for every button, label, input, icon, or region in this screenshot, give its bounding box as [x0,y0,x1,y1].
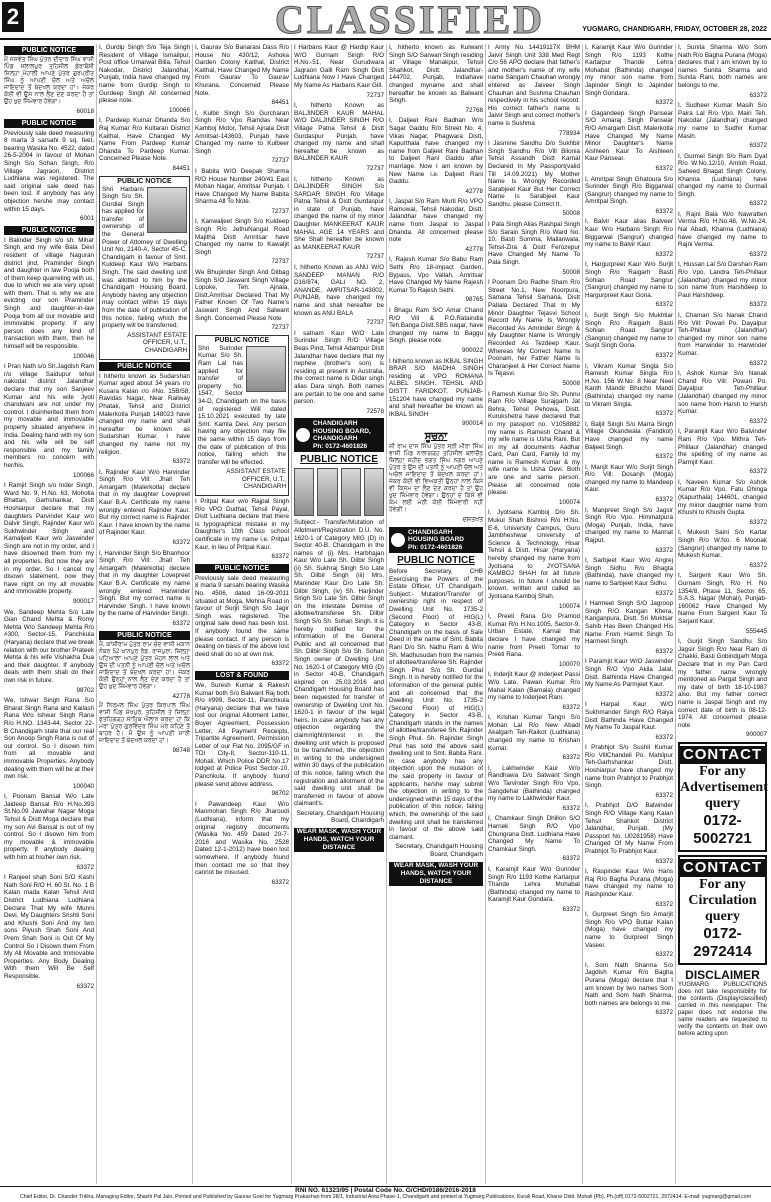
classified-ad-text: I Pritpal Kaur w/o Rajpal Singh R/o VPO Dudhal, Tehsil Payal, Distt Ludhiana declare that there is typographical mistake in my Daughter's 10th Class school certificate in my name i.e. Pritpal Kaur, in lieu of Pritpal Kaur. [195,498,289,551]
ad-number: 72578 [366,407,384,415]
ad-number: 900007 [745,731,767,739]
ad-number: 63372 [271,553,289,561]
classified-ad-text: I Harbans Kaur @ Hardip Kaur W/O Gurnam Singh R/O H.No.-51, Near Gurudwara Jagraon Galli Ram Singh Distt Ludhiana Now I Have Changed My Name As Harbans Kaur Gill. [294,44,384,89]
imprint-line: Chief Editor, Dr. Chander Trikha, Managing Editor, Shashi Pal Jain, Printed and Published by Gaurav Goel for Yugmarg Prakashan from 28/1, Industrial Area Phase-1, Chandigarh and printed at Yugmarg Publications, Kurali Road, Kharar Distt. Mohali (Pb). Ph.(off) 0172-5002721, 2972414. E-mail: yugmarg@gmail.com [19,1194,752,1200]
housing-board-logo [391,533,405,547]
ad-number: 63372 [562,703,580,711]
classified-ad-text: We, Sandeep Mehta S/o Late Gian Chand Mehta & Romy Mehta W/o Sandeep Mehta R/o #300, Sector-15, Panchkula (Haryana) declare that we break relation with our brother Prateek Mehta & his wife Vishakha Dua and their daughter. If anybody deals with them shall do their own risk in future. [4,608,94,684]
promo-phone: 0172-2972414 [693,924,752,960]
ad-number: 98702 [271,790,289,798]
classified-ad-text: I Ramesh Kumar S/o Sh. Punnu Ram R/o Village Surajgarh Jat Behra, Tehsil Pehowa, Distt. Kurukshetra have declared that in my passport no. V1058882 my name is Ramesh Chand & my wife name is Usha Rani. But in my all documents Aadhar Card, Pan Card, Family Id my name is Ramesh Kumar & my wife name is Usha Devi. Both are one and same person. Please all concerned note please. [488,390,580,497]
ad-number: 63372 [562,905,580,913]
classified-ad-text: I, Baljit Singh S/o Marra Singh Village Okandwala (Faridkot) Have changed my name Baljeet Singh. [585,420,673,451]
ad-number: 100074 [558,498,580,506]
punjabi-notice-text: ਮੈਂ ਨਿਰਮਲ ਸਿੰਘ ਪੁੱਤਰ ਕਿਰਪਾਲ ਸਿੰਘ ਵਾਸੀ ਪਿੰਡ ਸ਼ੇਖਪੁਰ, ਤਹਿਸੀਲ ਤੇ ਜ਼ਿਲ੍ਹਾ ਫਤਹਿਗੜ੍ਹ ਸਾਹਿਬ ਐਲਾਨ ਕਰਦਾ ਹਾਂ ਕਿ ਮੇਰਾ ਪੁੱਤਰ ਗੁਰਵਿੰਦਰ ਸਿੰਘ ਮੇਰੇ ਕਹਿਣੇ ਤੋਂ ਬਾਹਰ ਹੈ। ਮੈਂ ਉਸ ਨੂੰ ਆਪਣੀ ਸਾਰੀ ਜਾਇਦਾਦ ਤੋਂ ਬੇਦਖਲ ਕਰਦਾ ਹਾਂ। [99,703,190,745]
ad-number: 72737 [366,319,384,327]
notice-title: PUBLIC NOTICE [117,177,172,185]
ad-number: 98765 [465,296,483,304]
ad-number: 42778 [465,245,483,253]
section-title: CLASSIFIED [274,0,546,42]
claimant-photo [317,468,337,516]
column-8 [676,44,769,1184]
notice-body: Shri Surinder Kumar S/o Sh. Ram Lal has applied for transfer of property No. 1547, Sector 34-D, Chandigarh on the basis of registered Will dated 15.10.2021 executed by late Smt. Kamla Devi. Any person having any objection may file the same within 15 days from the date of publication of this notice, failing which the transfer will be effected. [198,344,286,466]
classified-ad-text: I Pran Nath s/o Sh.Jagdish Ram r/o village Saidupur tehsil nakodar district Jalandhar declare that my son Sanjeev Kumar and his wife Jyoti chandwani are not under my control. I disinherited them from my movable and immovable property situated anywhere in India. Dealing hand with my son and his wife will be self responsible and my family members no concern with her/his. [4,363,94,469]
dateline: YUGMARG, CHANDIGARH, FRIDAY, OCTOBER 28, 2022 [582,26,767,33]
ad-number: 63372 [655,99,673,107]
classified-ad-text: I, hitherto known as Kulwant Singh S/O Sarwan Singh residing at Village Manakpur, Tehsil Shahkot, Distt. Jalandhar-144702, Punjab, Indiahave changed myname and shall hereafter be known as Balwant Singh. [389,44,483,105]
classified-ad-text: I Harmeet Singh S/O Jagroop Singh R/O Kangan Khera, Kanganpura, Distt. Sri Muktsar Sahib Has Been Changed His Name From Harmit Singh To Harmeet Singh. [585,600,673,646]
notice-header: PUBLIC NOTICE [99,362,190,371]
notice-header: PUBLIC NOTICE [195,564,289,573]
ad-number: 100066 [72,471,94,479]
notice-big-title: PUBLIC NOTICE [397,555,475,566]
ad-number: ਦਸਤਖਤ [462,515,483,523]
housing-board-name: CHANDIGARH HOUSING BOARD [408,528,464,543]
ad-number: 63372 [749,468,767,476]
classified-ad-text: I, Sarbjeet Kaur W/o Angrej Singh Sidhu R/o Bhagta (Bathinda), have changed my name to Sarbjeet Kaur Sidhu. [585,557,673,587]
ad-number: Secretary, Chandigarh Housing Board, Chandigarh [296,809,384,825]
classified-ad-text: Subject:- Transfer/Mutation of Allotment/Registration D.U. No. 1620-1 of Category MIG (D) in Sector 40-B, Chandigarh in the names of (i) Mrs. Harbhajan Kaur W/o Late Sh. Dilbir Singh (ii) Sh. Sukhraj Singh S/o Late Sh. Dilbir Singh (iii) Mrs. Maninder Kaur D/o Late Sh. Dilbir Singh, (iv) Sh. Harjinder Singh S/o Late Sh. Dilbir Singh on the intestate Demise of allottee/transferee Sh. Dilbir Singh S/o Sh. Sohan Singh. It is hereby notified for the information of the General Public and all concerned that Sh. Dilbir Singh S/o Sh. Sohan Singh owner of Dwelling Unit No. 1620-1 of Category MIG (D) in Sector 40-B, Chandigarh expired on 25.03.2016 and Chandigarh Housing Board has been requested for transfer of ownership of Dwelling Unit No. 1620-1 in favour of the legal heirs. In case anybody has any objection regarding the claim/right/interest in the dwelling unit which is proposed to be transferred, the objection in writing to the undersigned within 30 days of the publication of this notice, failing which the registration and allotment of the said dwelling unit shall be transferred in favour of above claimant's. [294,519,384,808]
classified-ad-text: I Pala Singh Alias Rashpal Singh S/o Sarain Singh R/o Ward No. 10, Basti Summa, Mallanwala, Tehsil-Zira & Distt Ferozepur Have Changed My Name To Pala Singh. [488,221,580,267]
ad-number: 72737 [366,164,384,172]
ad-number: 63372 [749,417,767,425]
ad-number: 6001 [79,215,94,223]
classified-ad-text: I, Manpreet Singh S/o Jagsir Singh R/o Vpo. Himmatpura (Moga) Punjab, India, have changed my name to Mannat Rajput. [585,506,673,545]
ad-number: 900017 [72,598,94,606]
classified-ad-text: I, Ashok Kumar S/o Nanak Chand R/o Vill: Powari Po. Dayalpur Teh-Phillaur (Jalandhar) changed my minor son name from Harsh to Harsh Kumar. [678,370,767,416]
classified-ad-text: I Balinder Singh s/o sh. Mihar Singh and my wife Bala Devi resident of village Naguran district jind. Praminder Singh and daughter in law Pooja both of them keep quarreling with us, due to which we are very upset with them. That is why we are evicting our son Praminder Singh and daughter-in-law Pooja from all our movable and immovable property. If any person does any kind of transaction with them, then he himself will be responsible. [4,236,94,351]
notice-title: PUBLIC NOTICE [214,336,270,344]
classified-ad-text: I Poonam D/o Radhe Sham R/o Street No.1, New Noorpura, Samana Tehsil Samana, Distt Patiala Declared That In My Minor Daughter Tejasvi School Record My Name Is Wrongly Recorded As Amrinder Singh & My Daughter Name Is Wrongly Recorded As Tezdeep Kaur. Whereas My Correct Name Is Poonam, her Father Name Is Charanjeet & Her Correct Name Is Tejasvi. [488,279,580,378]
housing-board-banner [389,527,483,554]
ad-number: 100040 [72,782,94,790]
column-4 [292,44,387,1184]
ad-number: 84451 [172,164,190,172]
housing-board-phone: Ph: 0172-4601826 [408,543,463,551]
classified-ad-text: I, Mukesh Saini S/o Kartar Singh R/o W.No. 6 Moonak (Sangrur) changed my name to Mukesh Kumar. [678,529,767,560]
notice-signatory: ASSISTANT ESTATE OFFICER, U.T., CHANDIGARH [127,331,187,354]
column-2 [97,44,193,1184]
classified-ad-text: I, Rajni Bala W/o Nawratten Verma R/o H.No.48, W.No.24, Nai Abadi, Khanna (Ludhiana) have changed my name to Rajni Verma. [678,210,767,249]
contact-promo-box [678,742,767,852]
promo-line-2: Circulation query [688,892,757,924]
ad-number: 555445 [745,627,767,635]
punjabi-notice-text: ਸੀ ਰਾਮ ਦਾਸ ਸਿੰਘ ਪੁੱਤਰ ਸ੍ਰੀ ਮੀਰਾ ਸਿੰਘ ਵਾਸੀ ਪਿੰਡ ਨਾਲਾਗੜ੍ਹ ਤਹਿਸੀਲ ਬਲਾਚੌਰ ਜ਼ਿਲ੍ਹਾ ਸ਼ਹੀਦ ਭਗਤ ਸਿੰਘ ਨਗਰ ਆਪਣੇ ਪੁੱਤਰ ਤੇ ਉਸ ਦੀ ਪਤਨੀ ਨੂੰ ਆਪਣੀ ਚੱਲ ਅਤੇ ਅਚੱਲ ਜਾਇਦਾਦ ਤੋਂ ਬੇਦਖਲ ਕਰਦਾ ਹਾਂ। ਜੇਕਰ ਕੋਈ ਵੀ ਵਿਅਕਤੀ ਉਨ੍ਹਾਂ ਨਾਲ ਕਿਸੇ ਵੀ ਕਿਸਮ ਦਾ ਲੈਣ ਦੇਣ ਕਰਦਾ ਹੈ ਤਾਂ ਉਹ ਖੁਦ ਜ਼ਿੰਮੇਵਾਰ ਹੋਵੇਗਾ। ਉਨ੍ਹਾਂ ਦੇ ਕਿਸੇ ਵੀ ਕੰਮ ਲਈ ਮੇਰੀ ਕੋਈ ਜ਼ਿੰਮੇਵਾਰੀ ਨਹੀਂ ਹੋਵੇਗੀ। [389,443,483,513]
classified-ad-text: I Prabhjot S/o Sushil Kumar R/o VillChandeli Po. Mahilpur Teh-Garhshankar Distt. Hoshiarpur have changed my name from Prabhjot to Prabhjot Singh. [585,744,673,790]
classified-ad-text: I, Lakhwinder Kaur W/o Randhawa D/o Satwant Singh W/o Tarvinder Singh R/o Vpo, Sangdehar (Bathinda) changed my name to Lakhwinder Kaur. [488,764,580,803]
classified-ad-text: I, Hargurpreet Kaur W/o Surjit Singh R/o Raigarh Basti Sohian Road Sangrur (Sangrur) changed my name to Hargurpreet Kaur Goria. [585,261,673,299]
ad-number: 63372 [655,647,673,655]
classified-ad-text: I, Pardeep Kumar Dhanda S/o Raj Kumar R/o Kultaran District Kaithal, Have Changed My Name From Pardeep Kumar Dhanda To Pardeep Kumar. Concerned Please Note. [99,117,190,163]
promo-line-1: For any [699,876,746,892]
classified-ad-text: I Bhagu Ram S/O Amar Chand R/O Vill & P.O.Rataindia Teh.Banga Distt.SBS nagar, have changed my name to Baggu Singh. please note. [389,307,483,345]
housing-board-text [313,420,382,450]
ad-number: 42778 [172,692,190,700]
classified-ad-text: I Army No 14419117X BHM Jaivir Singh Unit 338 Med Regt C/o 56 APO declare that father's and mother's name of my wife name Sangam Chauhan wrongly entered as Jaiveer Singh Chauhan and Sushma Chauhan respectively in his school record. His correct father's name is Jaivir Singh and correct mother's name is Sushma [488,44,580,127]
notice-header: PUBLIC NOTICE [99,631,190,640]
ad-number: 63372 [749,250,767,258]
classified-ad-text: We, Suresh Kumar & Rakesh Kumar both S/o Balwant Raj both R/o #999, Sector-11, Panchkula (Haryana) declare that we have lost our original Allotment Letter, Buyer Agreement, Possession Letter, All Payment Receipts, Tripartite Agreement, Permission Letter of our Flat No. 2095/GF in TDI City-II, Sector-110-11, Mohali. Which Police DDR No.17 lodged at Police Post Sector-10, Panchkula. If anybody found please send above address. [195,681,289,788]
classified-ad-text: I, Raspinder Kaur W/o Hans Raj R/o Bagha Purana (Moga) have changed my name to Rashpinder Kaur. [585,868,673,898]
ad-number: 63372 [172,458,190,466]
classified-ad-text: I, Amritpal Singh Ghatoura S/o Surinder Singh R/o Biggarwal (Sangrur) changed my name to Amritpal Singh. [585,175,673,206]
ad-number: 72737 [271,157,289,165]
classified-ad-text: I Pawandeep Kaur W/o Manmohan Singh R/o Jharoudi (Ludhiana), inform that my original registry documents (Wasika No. 459 Dated 20-7-2016 and Wasika No. 2528 Dated 12-1-2012) have been lost somewhere. If anybody found then contact me so that they cannot be misused. [195,800,289,877]
classified-ad-text: I, Gurdip Singh S/o Teja Singh Resident of Village Ismailpur, Post office Umarwal Billa, Tehsil Nakodar, District Jalandhar, Punjab, India have changed my name from Gurdip Singh to Gurdeep Singh All concerned please note. [99,44,190,105]
ad-number: 63372 [655,496,673,504]
claimant-photo [364,468,384,516]
ad-number: 63372 [271,660,289,668]
ad-number: Secretary, Chandigarh Housing Board, Chandigarh [395,843,483,858]
classified-ad-text: I Ramjit Singh s/o Inder Singh, Ward No. 9, H.No. 63, Moholla Bhattan, Garhshankar, Distt Hoshiarpur declare that my daughters Parvinder Kaur w/o Dalvir Singh, Rajinder Kaur w/o Sukhwinder Singh and Kamaljeet Kaur w/o Jaswinder Singh are not in my order, and I have disowned them from my all properties. But now they are in my order. So I cancel my disown statement, now they have right on my all movable and immovable property. [4,482,94,596]
ad-number: 63372 [655,250,673,258]
applicant-photo [246,346,286,392]
punjabi-notice-text: ਮੈਂ, ਕਾਂਸ਼ੀਰਾਮ ਪੁੱਤਰ ਰਾਮ ਚੰਦ ਵਾਸੀ ਮਕਾਨ ਨੰਬਰ 52 ਖ਼ਾਨਪੁਰ ਰੋਡ, ਰਾਜਪੁਰਾ, ਜ਼ਿਲ੍ਹਾ ਪਟਿਆਲਾ ਆਪਣੇ ਪੁੱਤਰ ਮੋਹਨ ਲਾਲ ਅਤੇ ਉਸ ਦੀ ਪਤਨੀ ਨੂੰ ਆਪਣੀ ਚੱਲ ਅਤੇ ਅਚੱਲ ਜਾਇਦਾਦ ਤੋਂ ਬੇਦਖਲ ਕਰਦਾ ਹਾਂ। ਜੇਕਰ ਕੋਈ ਉਨ੍ਹਾਂ ਨਾਲ ਲੈਣ ਦੇਣ ਕਰਦਾ ਹੈ ਤਾਂ ਉਹ ਖ਼ੁਦ ਜ਼ਿੰਮੇਵਾਰ ਹੋਵੇਗਾ। [99,641,190,690]
ad-number: 60018 [76,108,94,115]
classified-ad-text: I, Gaurav S/o Banarasi Dass R/o House No 430/12, Ashoka Garden Colony Kaithal, District Kaithal, Have Changed My Name From Gaurav To Gaurav Khurana. Concerned Please Note. [195,44,289,97]
classified-ad-text: I Jasmine Sandhu D/o Sukhbir Singh Sandhu R/o Vill Bilonia Tehsil Assandh Distt Karnal Declared In My Passport(valid Till 14.09.2021) My Mother Name Is Wrongly Recorded Sarabjeet Kaur But Her Correct Name Is Sarabjeet Kaur Sandhu. please Correct It. [488,140,580,208]
ad-number: 63372 [655,857,673,865]
classified-ad-text: I, Sunita Sharma W/o Som Nath R/o Bagha Purana (Moga) declares that I am known by to names Sunita Sharma and Sunita Rani, both names are belongs to me. [678,44,767,89]
claimant-photos [294,468,384,516]
public-notice-box [195,335,289,496]
classified-ad-text: I, hitherto Known as ANU W/O SANDEEP MANAN R/O D16/874, GALI NO. 2, ANANDE, AMRITSAR-143002, PUNJAB, have changed my name and shall hereafter be known as ANU BALA [294,264,384,317]
classified-ad-text: I, Jyotsana Kamboj D/o Sh. Mukul Shah Bishnoi R/o H.No. E-6, University Campus, Guru Jambheshwar University of Science & Technology, Hisar Tehsil & Distt. Hisar (Haryana) hereby changed my name from Jyotsana to JYOTSANA KAMBOJ SHAH for all future purposes. In future I should be known, written and called as Jyotsana Kamboj Shah. [488,509,580,600]
classified-ad-text: I, Kulbir Singh S/o Gurcharan Singh R/o Vpo Ramdas Near Kamboj Motor, Tehsil Ajnala Distt Amritsar-143603, Punjab have Changed my name to Kulbeer Singh [195,109,289,155]
classified-ad-text: I, Naveen Kumar S/o Ashok Kumar R/o Vpo. Fatu Dhinga (Kapurthala) 144601, changed my minor daughter name from Khushi to Khushi Gupta. [678,478,767,517]
classified-ad-text: I hitherto known as Sudarshan Kumar aged about 34 years r/o Kusara Kalan r/o #No. 15B/58, Ravidas Nagar, Near Railway Phatak, Tehsil and District Malerkotla Punjab 148023 have changed my name and shall hereafter be known as Sudarshan Kumar. I have changed my name not my religion. [99,372,190,456]
classified-ad-text: I, Preeti Rana D/o Pramod Kumar R/o H.No.1005, Sector-9, Urban Estate, Karnal that declare I have changed my name from Preeti Tomar to Preeti Rana. [488,613,580,659]
promo-line-2: Advertisement query [680,779,768,811]
masthead [0,0,771,40]
classified-ad-text: I, Krishan Kumar Tangri S/o Mohan Lal R/o New Abadi Akalgarh Teh-Raikot (Ludhiana) changed my name to Krishan Kumar. [488,714,580,752]
ad-number: 63372 [655,453,673,461]
ad-number: 63372 [749,200,767,208]
ad-number: 100066 [168,106,190,114]
classified-ad-text: Previously sale deed measuring 8 marla 3 sarsahi 9 sq. feet, bearing Wasika No. 4522, dated 26-5-2004 in favour of Mohan Singh S/o Sohan Singh, R/o Village Jagraon, District Ludhiana was registered. The said original sale deed has been lost. If anybody has any objection he/she may contact within 15 days. [4,129,94,213]
ad-number: 63372 [655,301,673,309]
classified-ad-text: I, Chaman S/o Nanak Chand R/o Vill: Powari Po. Dayalpur Teh-Phillaur (Jalandhar) changed my minor son name from Harwinder to Harwinder Kumar. [678,312,767,357]
ad-number: 63372 [749,561,767,569]
ad-number: 63372 [655,733,673,741]
notice-body: Shri Harbans Singh S/o Sh. Gurdial Singh has applied for transfer of ownership of the General Power of Attorney of Dwelling Unit No. 2140-A, Sector 45-C, Chandigarh in favour of Smt. Kuldeep Kaur W/o Harbans Singh. The said dwelling unit was allotted to him by the Chandigarh Housing Board. Anybody having any objection may contact within 15 days from the date of publication of this notice, failing which the property will be transferred. [102,185,187,330]
ad-number: 50008 [562,210,580,218]
ad-number: 63372 [655,791,673,799]
classified-ad-text: I, Som Nath Sharma S/o Jagdish Kumar R/o Bagha Purana (Moga) declare that I am known by two names Som Nath and Som Nath Sharma, both names are belongs to me. [585,961,673,1007]
ad-number: 63372 [655,690,673,698]
classified-ad-text: I, Daljeet Rani Badhan W/o Sagar Gaddu R/o Street No. 4, Vikas Nagar, Phagwara Distt, Kapurthala have changed my name from Daljeet Rani Badhan to Daljeet Rani Gaddu after marriage. Now I am known by New Name i.e. Daljeet Rani Gaddu. [389,117,483,186]
ad-number: 72737 [271,258,289,266]
applicant-photo [147,187,187,233]
ad-number: 63372 [172,539,190,547]
housing-board-logo [296,428,310,442]
ad-number: 63372 [749,359,767,367]
ad-number: 900014 [461,420,483,428]
classified-ad-text: I, Sudheer Kumar Masih S/o Paira Lal R/o Vpo. Mairi Teh. Nakodar (Jalandhar) changed my name to Sudhir Kumar Masih. [678,102,767,140]
ad-number: 72737 [271,324,289,332]
classified-ad-text: I, Balvir Kaur alias Balveer Kaur W/o Harbans Singh R/o Biggarwal (Sangrur) changed my name to Balvir Kaur. [585,218,673,249]
notice-big-title: PUBLIC NOTICE [300,454,378,466]
notice-signatory: ASSISTANT ESTATE OFFICER, U.T., CHANDIGARH [226,468,286,491]
housing-board-phone: Ph: 0172-4601826 [313,442,368,450]
classified-ad-text: I, Gurjit Singh Sandhu S/o Jagsir Singh R/o Near Ram di Chakki, Basti Gobindgarh Moga Declare that in my Pan Card my father name wrongly mentioned as Pargat Singh and my date of birth 18-10-1987 also. But my father correct name is Jaspal Singh and my correct date of birth is 08-12-1974. All concerned please note [678,638,767,729]
ad-number: 63372 [76,863,94,871]
classified-ad-text: I satnam Kaur W/O Late Surinder Singh R/O Village Beas Pind, Tehsil Adampur Distt Jalandhar have declare that my nephew (brother's son) is residing at present in Australia, the correct name is Didar singh alias Dara singh. Both names are pertain to be one and same person. [294,329,384,406]
classified-ad-text: I, hitherto Known as DALJINDER SINGH S/o SARDAR SINGH R/o Village Patna Tehsil & Distt Gurdaspur in state of Punjab, have changed the name of my minor Daughter MANKEERAT KAUR MAHAL AGE 14 YEARS and She Shall hereafter be known as MANKEERAT KAUR [294,175,384,251]
column-5 [387,44,486,1184]
classified-ad-text: I, Rajesh Kumar S/o Babu Ram Sethi R/o 18-impact Garden, Bypass, Vpo Vallah, Amritsar Have Changed My Name Rajesh Kumar To Rajesh Sethi. [389,256,483,294]
classified-ad-text: I hitherto known as IKBAL SINGH BRAR S/O MADHA SINGH residing at VPO ROMANA ALBEL SINGH, TEHSIL AND DISTT FARIDKOT, PUNJAB-151204 have changed my name and shall hereafter be known as IKBAL SINGH [389,357,483,418]
ad-number: 98748 [172,747,190,755]
ad-number: 72737 [366,253,384,261]
punjabi-notice-text: ਮੈਂ ਜਸਵੰਤ ਸਿੰਘ ਪੁੱਤਰ ਦੀਦਾਰ ਸਿੰਘ ਵਾਸੀ ਪਿੰਡ ਜਲਾਲਪੁਰ ਤਹਿਸੀਲ ਡੇਰਾਬੱਸੀ ਜ਼ਿਲ੍ਹਾ ਮੋਹਾਲੀ ਆਪਣੇ ਪੁੱਤਰ ਗੁਰਪ੍ਰੀਤ ਸਿੰਘ ਨੂੰ ਆਪਣੀ ਚੱਲ ਅਤੇ ਅਚੱਲ ਜਾਇਦਾਦ ਤੋਂ ਬੇਦਖਲ ਕਰਦਾ ਹਾਂ। ਜੇਕਰ ਕੋਈ ਵੀ ਉਸ ਨਾਲ ਲੈਣ ਦੇਣ ਕਰਦਾ ਹੈ ਤਾਂ ਉਹ ਖੁਦ ਜਿੰਮੇਵਾਰ ਹੋਵੇਗਾ। [4,57,94,105]
ad-number: 42778 [465,187,483,195]
ad-number: 63372 [749,518,767,526]
ad-number: 72768 [465,106,483,114]
classified-ad-text: I, Prabhjot D/O Balwinder Singh R/O Village Kang Kalan Tehsil Shahkot District Jalandhar, Punjab. (My Passport No. U0281958) Have Changed Of My Name From Prabhjot To Prabhjot Kaur. [585,802,673,855]
ad-number: 63372 [655,589,673,597]
rni-number: RNI NO. 61323/95 | Postal Code No. G/CHD/0186/2016-2018 [295,1187,476,1194]
column-7 [583,44,676,1184]
public-notice-box [99,176,190,360]
classified-ad-text: I, Rajinder Kaur W/o Harvinder Singh R/o Vill: Jhall Teh Amargarh (Malerkotla) declare that in my daughter Lovepreet Kaur B.A. Certificate my name wrongly entered Rajinder Kaur. But my correct name is Rajinder Kaur. I have known by the name of Rajinder Kaur. [99,468,190,537]
classified-ad-text: I, Gurmel Singh S/o Ram Dyal R/o W.No.12/10, Amloh Road, Saheed Bhagat Singh Colony, Khanna (Ludhiana) have changed my name to Gurmail Singh. [678,152,767,198]
promo-phone: 0172-5002721 [693,811,752,847]
ad-number: 63372 [562,754,580,762]
classified-ad-text: We Bhupinder Singh And Dilbag Singh S/O Jaswant Singh Village Lopoke, Teh. Ajnala, Distt.Amritsar Declared That My Father Known Of Two Name's Jaswant Singh And Salwant Singh. Concerned Please Note [195,269,289,322]
disclaimer-title: DISCLAIMER [685,967,760,982]
ad-number: 63372 [655,164,673,172]
promo-line-1: For any [699,763,746,779]
notice-header: PUBLIC NOTICE [4,226,94,235]
classified-ad-text: I, Karamjit Kaur W/o Gurinder Singh R/o 1193 Kothe Kartarpur Thande Lehra Mohabat (Bathinda) changed my minor son name from Japinder Singh to Japinder Singh Gondara. [585,44,673,97]
ad-number: 100070 [558,660,580,668]
classified-ad-text: I, Hussan Lal S/o Darshan Ram R/o Vpo. Landra Teh-Phillaur (Jalandhar) changed my minor son name from Harshdeep to Paul Harshdeep. [678,261,767,299]
ad-number: 778934 [558,129,580,137]
ad-number: 63372 [655,410,673,418]
ad-number: 63372 [749,91,767,99]
classified-ad-text: I, Paramjit Kaur W/o Balvinder Ram R/o Vpo. Mithra Teh-Phillaur (Jalandhar) changed the spelling of my name as Parmjit Kaur. [678,428,767,466]
classified-ad-text: I, Vikram Kumar Singla S/o Ramesh Kumar Singla R/o H.No. 156 W.No. 8 Near Neel Kanth Mandir Bhucho Mandi (Bathinda) changed my name to Vikram Singla. [585,362,673,408]
ad-number: 100046 [72,352,94,360]
classified-ad-text: Before Secretary, CHB Exercising the Powers of the Estate Officer, UT Chandigarh. Subject:- Mutation/Transfer of ownership right in respect of Dwelling Unit No. 1735-2 (Second Floor) of HIG(L) Category in Sector 43-B, Chandigarh on the basis of Sale Deed in the name of Smt. Babita Rani D/o Sh. Nathu Ram & W/o Sh. Madhusudan from the names of allottee/transferee Sh. Rajinder Singh Phul S/o Sh. Gurdial Singh. It is hereby notified for the information of the general public and all concerned that the Dwelling Unit No. 1735-2 (Second Floor) of HIG(L) Category in Sector 43-B, Chandigarh stands in the names of allottee/transferee Sh. Rajinder Singh Phul. Sh. Rajinder Singh Phul has sold the above said dwelling unit to Smt. Babita Rani. In case anybody has any objection upon the mutation of the said property in favour of applicants, he/she may submit the objection in writing to the undersigned within 15 days of the publication of this notice, failing which, the ownership of the said dwelling unit shall be transferred in favour of the above said claimant. [389,568,483,841]
classified-ad-text: I, Harvinder Singh S/o Bhanhoor Singh R/o Vill: Jhall Teh Amargarh (Malerkotla) declare that in my daughter Lovepreet Kaur B.A. Certificate my name wrongly entered Harwinder Singh. But my correct name is Harvinder Singh. I have known by the name of Harvinder Singh. [99,549,190,618]
safety-message: WEAR MASK, WASH YOUR HANDS, WATCH YOUR DISTANCE [389,862,483,886]
ad-number: 63372 [655,951,673,959]
ad-number: 63372 [655,351,673,359]
housing-board-text [408,529,481,552]
classified-ad-text: I Paramjit Kaur W/O Jaswinder Singh R/O Vpo Akila Jalal, Distt. Bathinda Have Changed My Name As Parmjeet Kaur. [585,658,673,689]
classified-ad-text: I, Kanwaljeet Singh S/o Kuldeep Singh R/o JethuNangal Road Majitha Distt Amritsar have Changed my name to Kawaljit Singh [195,218,289,256]
classified-ad-text: I, Manjit Kaur W/o Surjit Singh R/o Vill: Dosanjh (Moga) changed my name to Mandeep Kaur. [585,463,673,494]
ad-number: 63372 [655,207,673,215]
notice-big-title: ਸੂਚਨਾ [424,430,448,442]
ad-number: 98702 [76,686,94,694]
ad-number: 63372 [562,804,580,812]
ad-number: 72737 [271,207,289,215]
notice-header: LOST & FOUND [195,671,289,680]
classified-ad-text: Previously sale deed measuring 8 marla 9 sarsahi bearing Wasika No. 4506, dated 16-09-2011 situated at Moga, Mehna Road in favour of Surjit Singh S/o Jagir Singh was registered. The original sale deed has been lost. If anybody found the same please contact. If any person is dealing on basis of the above lost deed shall do so at own risk. [195,574,289,658]
classified-columns [2,44,769,1184]
classified-ad-text: I, Jaspal S/o Ram Murti R/o VPO Ramuwal, Tehsil Nakodar, Distt. Jalandhar have changed my name from Jaspal to Jaspal Dhanda. All concerned please note [389,198,483,244]
notice-header: PUBLIC NOTICE [4,46,94,55]
ad-number: 72737 [366,91,384,99]
classified-ad-text: I Gagandeep Singh Pansear S/O Amaraj Singh Pansear R/O Amargarh Distt. Malerkotla Have Changed My Name Minor Daughter's Name Aishleen Kaur To Aishleen Kaur Pansear. [585,109,673,163]
classified-ad-text: I, Gurpreet Singh S/o Amarjit Singh R/o VPO Buttar Kalan (Moga) have changed my name to Gurpreet Singh Vaseer. [585,911,673,949]
column-3 [193,44,292,1184]
classified-ad-text: I, Poonam Bansal W/o Late Jaideep Bansal R/o H.No.393 St.No.09 Jawahar Nagar Moga Tehsil & Distt Moga declare that my son Avi Bansal is out of my control. So I disown him from my movable & immovable property. If anybody dealing with him at his/her own risk. [4,793,94,862]
safety-message: WEAR MASK, WASH YOUR HANDS, WATCH YOUR DISTANCE [294,828,384,852]
classified-ad-text: I, Surjit Singh S/o Mukhtiar Singh R/o Raigarh Basti Sohian Road Sangrur (Sangrur) changed my name to Surjit Singh Goria. [585,312,673,350]
ad-number: 50008 [562,379,580,387]
disclaimer-body: YUGMARG PUBLICATIONS does not take responsibility for the contents (Display/classified) carried in this newspaper. The paper does not endorse the same readers are requested to verify the contents on their own before acting upon [678,981,767,1037]
ad-number: 63372 [271,878,289,886]
classified-ad-text: I, Sargent Kaur W/o Sh. Gurnam Singh, R/o H. No 1354/8, Phase 11, Sector 65, S.A.S. Nagar (Mohali), Punjab-160062 Have Changed My Name From Sargent Kaur To Sarjant Kaur. [678,572,767,625]
promo-heading: CONTACT [680,859,765,877]
ad-number: 63372 [562,855,580,863]
page-footer [0,1186,771,1202]
classified-ad-text: I, Chamkaur Singh Dhillon S/O Harnek Singh R/O Vpo Chungrana Distt. Ludhiana Have Changed My Name To Chamkaur Singh. [488,815,580,853]
column-6 [486,44,583,1184]
ad-number: 63372 [172,619,190,627]
classified-ad-text: I, hitherto Known as BALJINDER KAUR MAHAL W/O DALJINDER SINGH R/O Village Patna Tehsil & Distt Gurdaspur Punjab, have changed my name and shall hereafter be known as BALJINDER KAUR [294,102,384,163]
ad-number: 63372 [749,142,767,150]
classified-ad-text: We, Ishwar Singh Rana S/o Bharat Singh Rana and Kailash Rana W/o Ishwar Singh Rana R/o H.NO. 1343-44, Sector 22-B Chandigarh state that our real Son Anoop Singh Rana is out of our control. So I disown him from all movable and immovable Properties. Anybody dealing with them will be at their own risk. [4,697,94,781]
ad-number: 63372 [655,1009,673,1017]
ad-number: 63372 [76,982,94,990]
housing-board-banner [294,418,384,452]
classified-ad-text: I, Inderjit Kaur @ Inderjeet Passi W/o Late. Pawan Kumar R/o Mahal Kalan (Barnala) changed my name to Inderjeet Rani. [488,671,580,702]
ad-number: 63372 [655,900,673,908]
contact-promo-box [678,855,767,965]
claimant-photo [294,468,314,516]
ad-number: 100074 [558,602,580,610]
promo-heading: CONTACT [680,746,765,764]
claimant-photo [341,468,361,516]
ad-number: 63372 [655,546,673,554]
housing-board-name: CHANDIGARH HOUSING BOARD, CHANDIGARH [313,420,371,443]
classified-ad-text: I Babita W/O Deepak Sharma R/O House Number 240/41 East Mohan Nagar, Amritsar Punjab. I Have Changed My Name Babita Sharma All To Note. [195,167,289,206]
classified-ad-text: I Harpal Kaur W/O Sukhmander Singh R/O Raiya Distt Bathinda Have Changed My Name To Jaspal Kaur. [585,701,673,732]
classified-ad-text: I, Karamjit Kaur W/o Gurinder Singh R/o 1193 Kothe Kartarpur Thande Lehra Mohabat (Bathinda) changed my name to Karamjit Kaur Gondara. [488,865,580,904]
ad-number: 900022 [461,346,483,354]
notice-header: PUBLIC NOTICE [4,119,94,128]
ad-number: 63372 [749,301,767,309]
classified-ad-text: I Ranjeet shah Soni S/O Kashi Nath Soni R/O H. 60 St. No. 1 B Kalan mada Kalan Tehsil And District Ludhiana Ludhiana Declare That My wife Munni Devi, My Daughters Srishti Soni and Khushi Soni And my two sons Piyush Shah Soni And Prem Shah Soni is Out Of My Control So I Disown them From My All Movable and Immovable Properties. Any Body Dealing With them Will Be Self Responsible. [4,874,94,980]
ad-number: 50008 [562,268,580,276]
column-1 [2,44,97,1184]
ad-number: 84451 [271,99,289,107]
page-number: 2 [2,2,24,32]
